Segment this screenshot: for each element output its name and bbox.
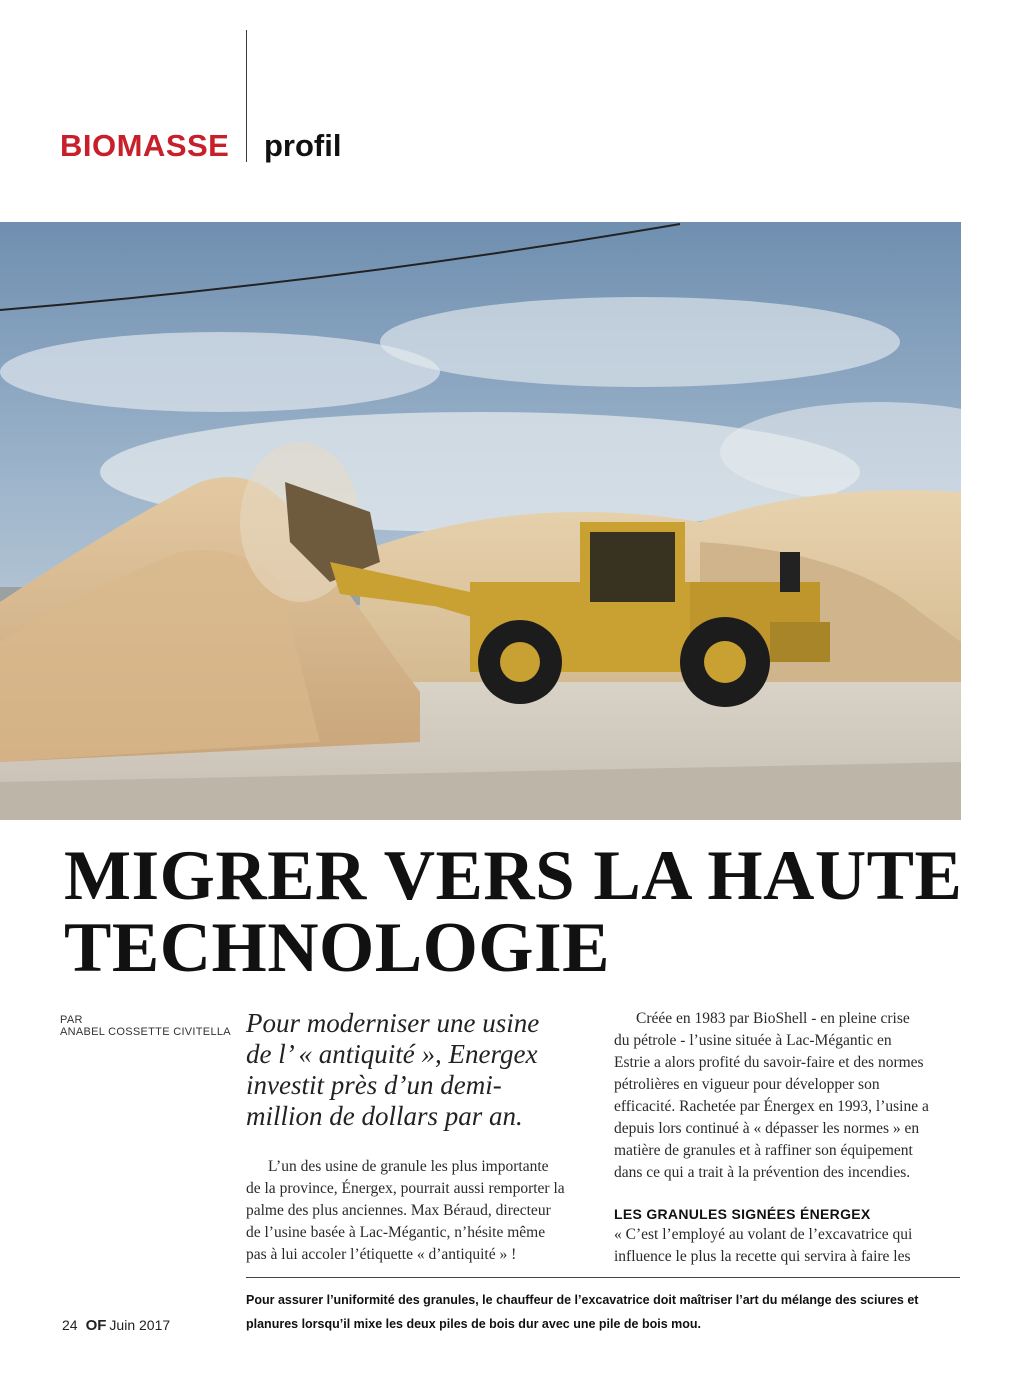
magazine-name: OF <box>85 1317 107 1334</box>
folio <box>62 1317 170 1334</box>
body-line: du pétrole - l’usine située à Lac-Mégantic en <box>614 1032 892 1049</box>
deck-line: de l’ « antiquité », Energex <box>246 1039 538 1069</box>
body-line: influence le plus la recette qui servira à faire les <box>614 1248 911 1265</box>
body-line: efficacité. Rachetée par Énergex en 1993, l’usine a <box>614 1098 929 1115</box>
page-number: 24 <box>62 1317 78 1333</box>
body-line: palme des plus anciennes. Max Béraud, directeur <box>246 1202 551 1219</box>
byline <box>60 1014 231 1038</box>
deck-line: Pour moderniser une usine <box>246 1008 540 1038</box>
body-line: Estrie a alors profité du savoir-faire et des normes <box>614 1054 924 1071</box>
headline-line-1: MIGRER VERS LA HAUTE <box>64 837 963 915</box>
subsection-label: profil <box>264 128 342 163</box>
byline-label: PAR <box>60 1014 83 1026</box>
body-line: Créée en 1983 par BioShell - en pleine crise <box>636 1010 910 1027</box>
body-line: L’un des usine de granule les plus importante <box>268 1158 549 1175</box>
body-line: de l’usine basée à Lac-Mégantic, n’hésite même <box>246 1224 546 1241</box>
body-line: « C’est l’employé au volant de l’excavatrice qui <box>614 1226 913 1243</box>
body-line: pas à lui accoler l’étiquette « d’antiquité » ! <box>246 1246 517 1263</box>
section-label: BIOMASSE <box>60 128 230 163</box>
headline-line-2: TECHNOLOGIE <box>64 909 611 987</box>
body-line: de la province, Énergex, pourrait aussi remporter la <box>246 1180 565 1197</box>
deck <box>246 1008 596 1132</box>
deck-line: investit près d’un demi- <box>246 1070 502 1100</box>
body-line: pétrolières en vigueur pour développer son <box>614 1076 880 1093</box>
subheading: LES GRANULES SIGNÉES ÉNERGEX <box>614 1206 871 1222</box>
deck-line: million de dollars par an. <box>246 1101 523 1131</box>
caption-line-2: planures lorsqu’il mixe les deux piles de bois dur avec une pile de bois mou. <box>246 1317 701 1331</box>
body-line: matière de granules et à raffiner son équipement <box>614 1142 913 1159</box>
body-column-2 <box>614 1008 964 1268</box>
photo-caption <box>246 1288 966 1336</box>
body-column-1 <box>246 1156 596 1266</box>
body-line: dans ce qui a trait à la prévention des incendies. <box>614 1164 911 1181</box>
body-line: depuis lors continué à « dépasser les normes » en <box>614 1120 920 1137</box>
header-divider <box>246 30 247 162</box>
issue-date: Juin 2017 <box>109 1317 171 1333</box>
photo-loader-woodchips <box>0 222 961 820</box>
headline <box>64 837 984 987</box>
caption-rule <box>246 1277 960 1278</box>
feature-photo <box>0 222 961 820</box>
caption-line-1: Pour assurer l’uniformité des granules, le chauffeur de l’excavatrice doit maîtriser l’art du mélange des sciures et <box>246 1293 919 1307</box>
byline-author: ANABEL COSSETTE CIVITELLA <box>60 1026 231 1038</box>
